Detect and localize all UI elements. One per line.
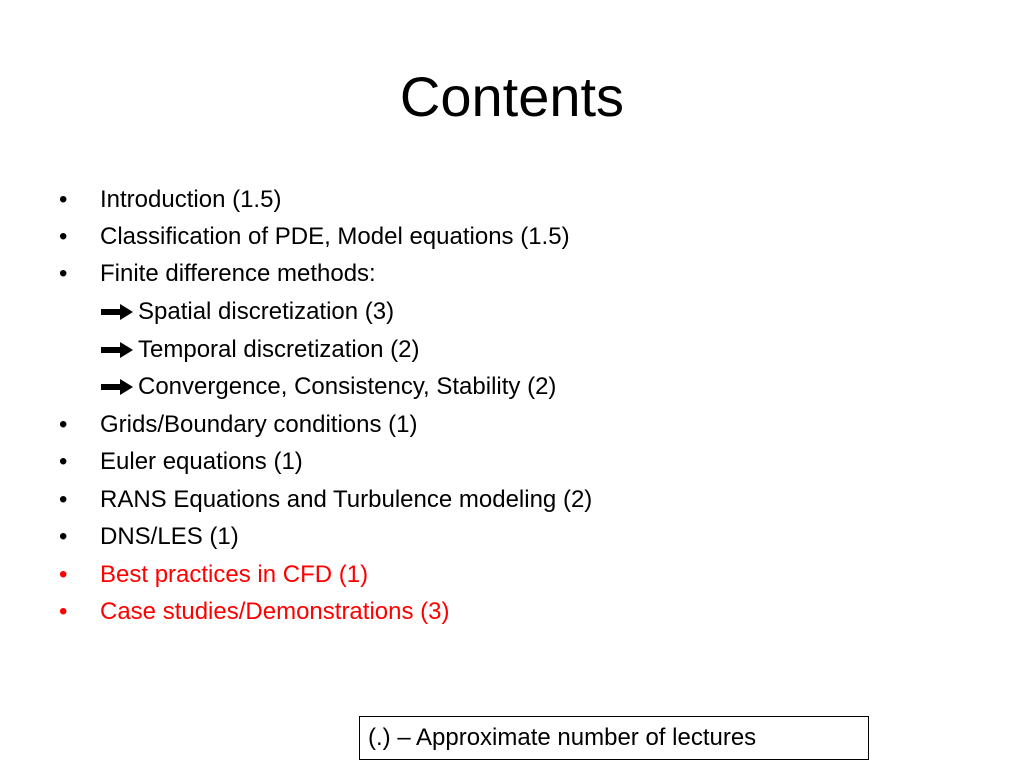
sub-item-label: Convergence, Consistency, Stability (2) [138, 373, 557, 400]
bullet: • [59, 223, 68, 250]
list-item-label: DNS/LES (1) [100, 523, 239, 550]
right-arrow-icon [100, 303, 134, 321]
list-item-label: Best practices in CFD (1) [100, 561, 369, 588]
bullet: • [59, 186, 68, 213]
right-arrow-icon [100, 341, 134, 359]
footnote-text: (.) – Approximate number of lectures [368, 724, 757, 751]
slide-title: Contents [399, 65, 625, 128]
bullet: • [59, 260, 68, 287]
list-item-label: Case studies/Demonstrations (3) [100, 598, 450, 625]
list-item-label: Grids/Boundary conditions (1) [100, 411, 418, 438]
list-item-label: Introduction (1.5) [100, 186, 282, 213]
right-arrow-icon [100, 378, 134, 396]
sub-item-label: Temporal discretization (2) [138, 336, 420, 363]
bullet: • [59, 486, 68, 513]
footnote-box [359, 716, 869, 760]
list-item-label: RANS Equations and Turbulence modeling (2) [100, 486, 593, 513]
list-item-label: Classification of PDE, Model equations (1.5) [100, 223, 570, 250]
bullet: • [59, 411, 68, 438]
bullet: • [59, 598, 68, 625]
bullet: • [59, 561, 68, 588]
bullet: • [59, 448, 68, 475]
list-item-label: Finite difference methods: [100, 260, 376, 287]
sub-item-label: Spatial discretization (3) [138, 298, 395, 325]
bullet: • [59, 523, 68, 550]
list-item-label: Euler equations (1) [100, 448, 303, 475]
